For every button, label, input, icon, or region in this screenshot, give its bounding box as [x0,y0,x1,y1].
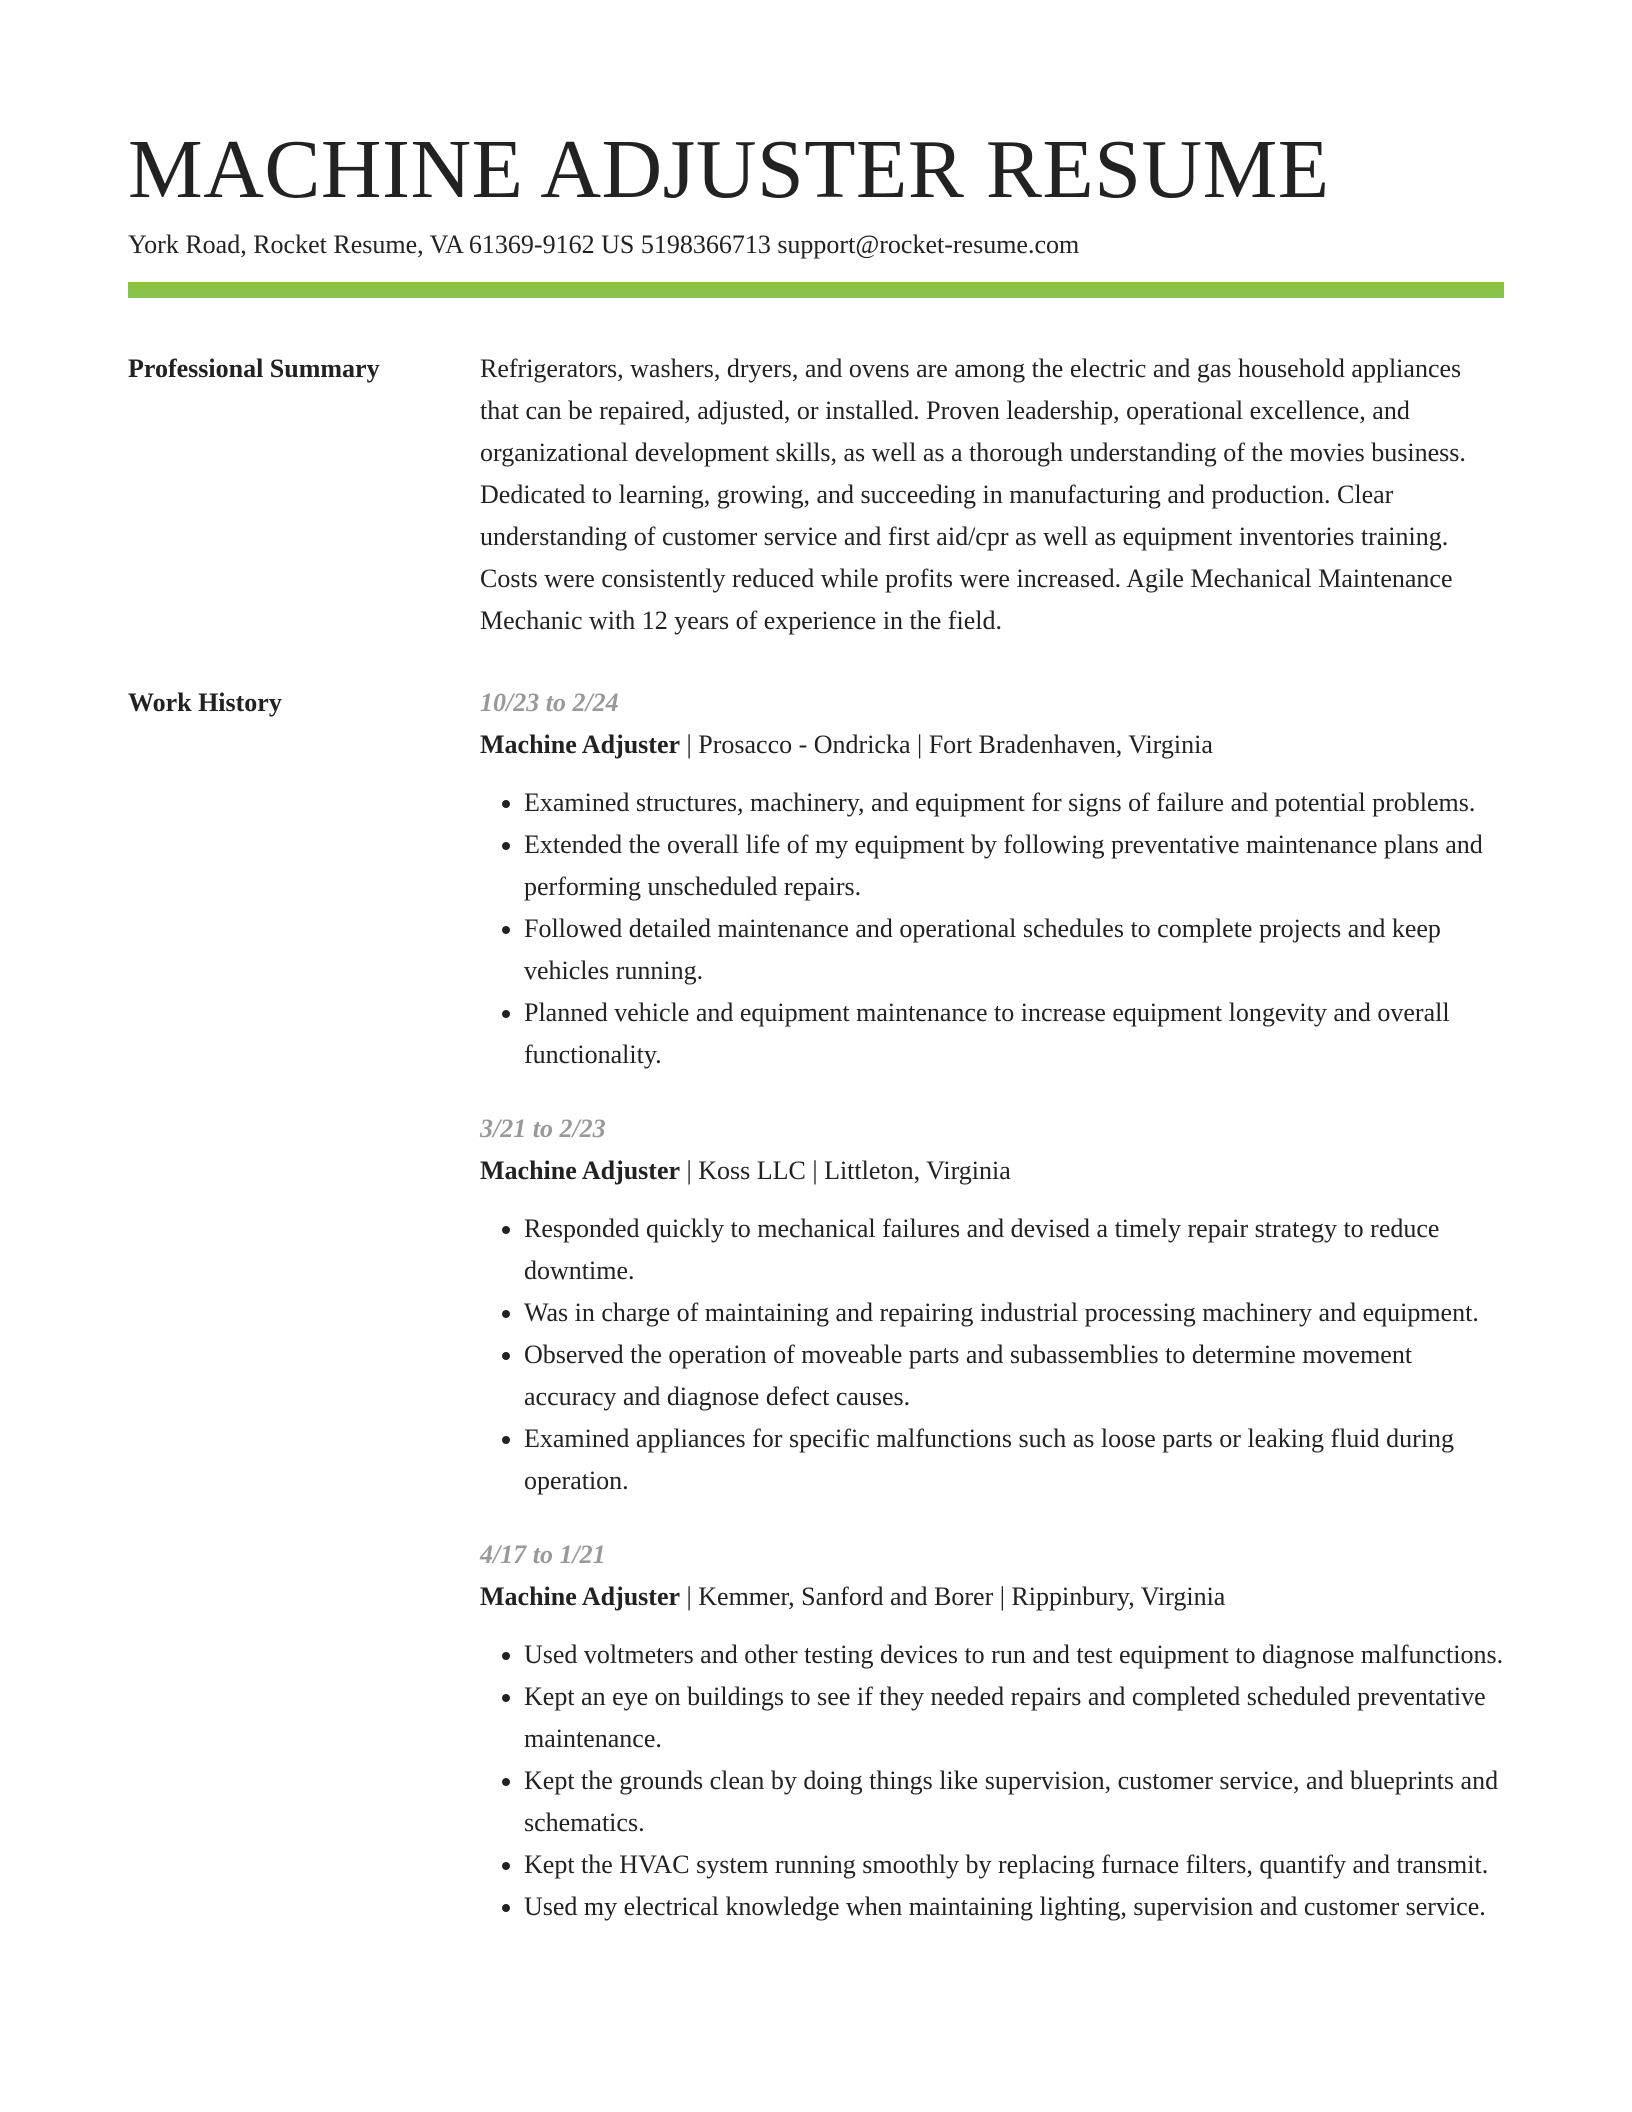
job-title-line [480,724,1504,766]
section-label-work-history: Work History [128,688,282,717]
job-bullet-list [480,1208,1504,1502]
professional-summary-section [128,348,1504,642]
job-bullet: • Examined structures, machinery, and equipment for signs of failure and potential problems. [524,782,1504,824]
job-title: Machine Adjuster [480,1156,681,1185]
job-entry [480,1108,1504,1502]
work-history-body [480,682,1504,1928]
job-employer-location: | Prosacco - Ondricka | Fort Bradenhaven, Virginia [680,730,1213,759]
resume-page [128,0,1504,1928]
summary-text: Refrigerators, washers, dryers, and ovens are among the electric and gas household appliances that can be repaired, adjusted, or installed. Proven leadership, operational excellence, and organizational development skills, as well as a thorough understanding of the movies business. Dedicated to learning, growing, and succeeding in manufacturing and production. Clear understanding of customer service and first aid/cpr as well as equipment inventories training. Costs were consistently reduced while profits were increased. Agile Mechanical Maintenance Mechanic with 12 years of experience in the field. [480,354,1466,635]
job-bullet: • Planned vehicle and equipment maintenance to increase equipment longevity and overall functionality. [524,992,1504,1076]
summary-body [480,348,1504,642]
work-history-section [128,682,1504,1928]
accent-divider [128,282,1504,298]
job-title: Machine Adjuster [480,730,681,759]
job-bullet-list [480,782,1504,1076]
job-bullet: • Followed detailed maintenance and operational schedules to complete projects and keep vehicles running. [524,908,1504,992]
job-bullet: • Extended the overall life of my equipment by following preventative maintenance plans and performing unscheduled repairs. [524,824,1504,908]
job-bullet: • Kept an eye on buildings to see if they needed repairs and completed scheduled preventative maintenance. [524,1676,1504,1760]
section-label-summary: Professional Summary [128,354,380,383]
job-dates: 4/17 to 1/21 [480,1540,606,1569]
contact-info: York Road, Rocket Resume, VA 61369-9162 US 5198366713 support@rocket-resume.com [128,230,1080,259]
job-dates: 10/23 to 2/24 [480,688,619,717]
job-bullet: • Kept the grounds clean by doing things like supervision, customer service, and blueprints and schematics. [524,1760,1504,1844]
job-title-line [480,1576,1504,1618]
job-employer-location: | Koss LLC | Littleton, Virginia [680,1156,1011,1185]
job-title-line [480,1150,1504,1192]
job-title: Machine Adjuster [480,1582,681,1611]
job-bullet: • Used voltmeters and other testing devices to run and test equipment to diagnose malfunctions. [524,1634,1504,1676]
job-entry [480,682,1504,1076]
job-bullet: • Observed the operation of moveable parts and subassemblies to determine movement accuracy and diagnose defect causes. [524,1334,1504,1418]
job-bullet: • Kept the HVAC system running smoothly by replacing furnace filters, quantify and transmit. [524,1844,1504,1886]
job-bullet-list [480,1634,1504,1928]
job-dates: 3/21 to 2/23 [480,1114,606,1143]
job-bullet: • Examined appliances for specific malfunctions such as loose parts or leaking fluid during operation. [524,1418,1504,1502]
job-bullet: • Used my electrical knowledge when maintaining lighting, supervision and customer service. [524,1886,1504,1928]
job-bullet: • Was in charge of maintaining and repairing industrial processing machinery and equipment. [524,1292,1504,1334]
job-entry [480,1534,1504,1928]
job-employer-location: | Kemmer, Sanford and Borer | Rippinbury, Virginia [680,1582,1226,1611]
job-bullet: • Responded quickly to mechanical failures and devised a timely repair strategy to reduce downtime. [524,1208,1504,1292]
resume-title: MACHINE ADJUSTER RESUME [128,123,1330,216]
